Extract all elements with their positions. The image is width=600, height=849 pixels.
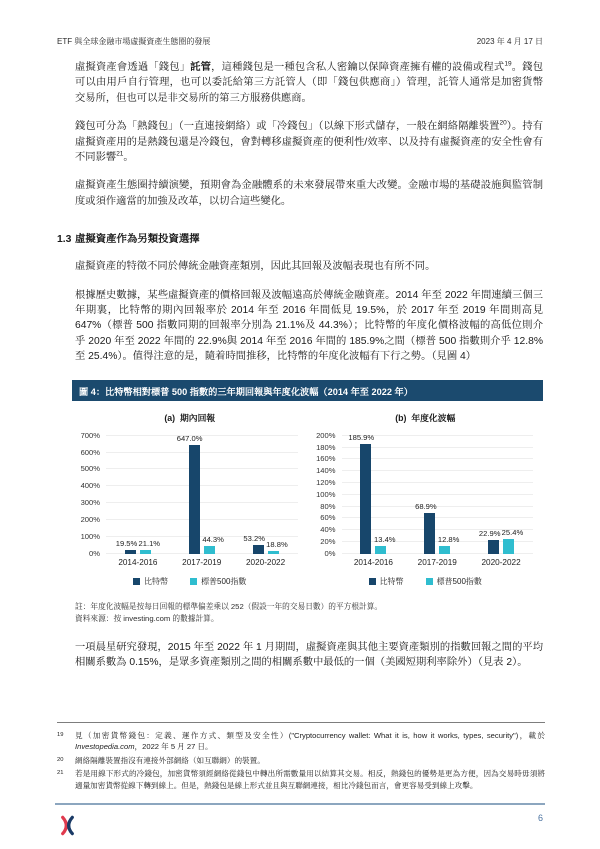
chart-plot-area (72, 430, 308, 558)
page-header (57, 36, 543, 47)
footnote-19 (57, 730, 545, 753)
bitcoin-bar (424, 513, 435, 554)
x-axis (342, 558, 534, 567)
figure-note: 註：年度化波幅是按每日回報的標準偏差乘以 252（假設一年的交易日數）的平方根計算。 (75, 601, 383, 611)
y-axis-label: 140% (316, 466, 336, 476)
footnote-number: 20 (57, 756, 64, 763)
chart-a-title: 期內回報 (179, 412, 216, 423)
bitcoin-bar-value-label: 22.9% (478, 529, 501, 539)
x-axis (106, 558, 298, 567)
y-axis-label: 0% (324, 548, 336, 558)
y-axis-label: 40% (320, 525, 336, 535)
y-axis-label: 160% (316, 454, 336, 464)
footnotes-section (57, 722, 545, 793)
bitcoin-bar (189, 445, 200, 554)
y-axis (72, 430, 106, 558)
bitcoin-bar (253, 545, 264, 554)
footnote-text: 見（加密貨幣錢包：定義、運作方式、類型及安全性）("Cryptocurrency wallet: What it is, how it works, types, security")，載於 Investopedia.com，2022 年 5 月 27 日。 (75, 731, 545, 752)
bitcoin-bar (360, 444, 371, 554)
gridline (106, 468, 298, 469)
bitcoin-bar (125, 550, 136, 553)
footer-rule (55, 803, 545, 805)
footnote-text: 若是用線下形式的冷錢包，加密貨幣須經網絡從錢包中轉出所需數量用以結算其交易。相反，熱錢包的優勢是更為方便，因為交易時毋須將適量加密貨幣從線下轉到線上。但是，熱錢包是線上形式並且與互聯網連接，相比冷錢包而言，會更容易受到線上攻擊。 (75, 769, 545, 790)
y-axis-label: 500% (80, 464, 100, 474)
y-axis-label: 600% (80, 447, 100, 457)
page-number: 6 (537, 813, 543, 823)
x-axis-label: 2017-2019 (417, 557, 457, 567)
hkex-logo-icon (57, 815, 78, 836)
sp500-bar (439, 546, 450, 554)
section-number: 1.3 (57, 234, 72, 246)
bitcoin-legend-swatch (133, 578, 140, 585)
y-axis-label: 20% (320, 536, 336, 546)
footnote-21 (57, 768, 545, 791)
paragraph-historical-data: 根據歷史數據，某些虛擬資產的價格回報及波幅遠高於傳統金融資產。2014 年至 2022 年間連續三個三年期裏，比特幣的期內回報率於 2014 年至 2016 年間低見 19.5%，於 2017 年至 2019 年間則高見 647%（標普 500 指數同期的回報率分別為 21.1%及 44.3%）；比特幣的年度化價格波幅的高低位則介乎 2020 年至 2022 年間的 22.9%與 2014 年至 2016 年間的 185.9%之間（標普 500 指數則介乎 12.8%至 25.4%）。值得注意的是，隨着時間推移，比特幣的年度化波幅有下行之勢。（見圖 4） (75, 289, 543, 363)
footnote-20 (57, 755, 545, 766)
footnote-number: 21 (57, 770, 64, 777)
y-axis-label: 60% (320, 513, 336, 523)
x-axis-label: 2017-2019 (182, 557, 222, 567)
sp500-legend-label: 標普500指數 (201, 576, 247, 586)
gridline (106, 452, 298, 453)
y-axis-label: 700% (80, 430, 100, 440)
section-heading-1-3 (57, 230, 543, 245)
sp500-bar-value-label: 18.8% (266, 539, 288, 549)
section-title: 虛擬資產作為另類投資選擇 (75, 234, 200, 246)
y-axis (308, 430, 342, 558)
gridline (106, 519, 298, 520)
y-axis-label: 300% (80, 498, 100, 508)
figure-title-bar: 圖 4：比特幣相對標普 500 指數的三年期回報與年度化波幅（2014 年至 2022 年） (72, 380, 543, 401)
paragraph-wallet-custody: 虛擬資產會透過「錢包」託管，這種錢包是一種包含私人密鑰以保障資產擁有權的設備或程式$^{19}$。錢包可以由用戶自行管理，也可以委託給第三方託管人（即「錢包供應商」）管理，託管人通常是加密貨幣交易所，但也可以是非交易所的第三方服務供應商。 (75, 60, 544, 104)
bitcoin-bar-value-label: 19.5% (115, 539, 138, 549)
y-axis-label: 100% (80, 531, 100, 541)
figure-4 (72, 380, 543, 625)
bitcoin-legend-label: 比特幣 (144, 576, 169, 586)
chart-legend (72, 576, 308, 587)
figure-footnote (75, 601, 543, 625)
bitcoin-bar-value-label: 53.2% (243, 533, 265, 543)
header-date: 2023 年 4 月 17 日 (476, 37, 543, 46)
bitcoin-bar-value-label: 68.9% (415, 502, 437, 512)
bitcoin-legend-label: 比特幣 (379, 576, 404, 586)
sp500-bar-value-label: 21.1% (138, 539, 161, 549)
y-axis-label: 200% (316, 430, 336, 440)
x-axis-label: 2014-2016 (118, 557, 158, 567)
legend-item-bitcoin (369, 576, 404, 587)
sp500-bar-value-label: 13.4% (374, 534, 396, 544)
bitcoin-bar-value-label: 185.9% (348, 433, 375, 443)
y-axis-label: 100% (316, 489, 336, 499)
legend-item-sp500 (426, 576, 482, 587)
footnote-text: 網絡隔離裝置指沒有連接外部網絡（如互聯網）的裝置。 (75, 755, 265, 765)
gridline (106, 502, 298, 503)
chart-plot-area (308, 430, 544, 558)
bitcoin-bar-value-label: 647.0% (176, 433, 203, 443)
bitcoin-bar (488, 540, 499, 554)
y-axis-label: 200% (80, 514, 100, 524)
figure-charts (72, 407, 543, 587)
sp500-bar (140, 550, 151, 554)
y-axis-label: 0% (89, 548, 100, 558)
paragraph-ecosystem-evolution: 虛擬資產生態圈持續演變，預期會為金融體系的未來發展帶來重大改變。金融市場的基礎設施與監管制度或須作適當的加強及改革，以切合這些變化。 (75, 180, 543, 207)
plot-canvas (106, 433, 298, 554)
y-axis-label: 400% (80, 481, 100, 491)
chart-b-panel-label: (b) (395, 412, 407, 423)
sp500-bar (375, 546, 386, 554)
chart-period-return (72, 407, 308, 587)
x-axis-label: 2014-2016 (353, 557, 393, 567)
chart-b-title: 年度化波幅 (411, 412, 456, 423)
paragraph-characteristics: 虛擬資產的特徵不同於傳統金融資產類別，因此其回報及波幅表現也有所不同。 (75, 261, 436, 273)
sp500-bar-value-label: 44.3% (202, 535, 224, 545)
legend-item-bitcoin (133, 576, 168, 587)
figure-source: 資料來源：按 investing.com 的數據計算。 (75, 613, 219, 623)
sp500-bar (503, 539, 514, 554)
page-content (57, 60, 544, 683)
sp500-bar (204, 546, 215, 553)
chart-a-panel-label: (a) (164, 412, 176, 423)
chart-annualized-volatility (308, 407, 544, 587)
bitcoin-legend-swatch (369, 578, 376, 585)
y-axis-label: 180% (316, 442, 336, 452)
sp500-bar-value-label: 12.8% (437, 535, 460, 545)
paragraph-hot-cold-wallet: 錢包可分為「熱錢包」（一直連接網絡）或「冷錢包」（以線下形式儲存，一般在網絡隔離裝置$^{20}$）。持有虛擬資產用的是熱錢包還是冷錢包，會對轉移虛擬資產的便利性/效率、以及持有虛擬資產的安全性會有不同影響$^{21}$。 (75, 119, 543, 164)
sp500-legend-label: 標普500指數 (436, 576, 482, 586)
footnote-number: 19 (57, 732, 64, 738)
legend-item-sp500 (190, 576, 246, 587)
y-axis-label: 120% (316, 477, 336, 487)
plot-canvas (342, 433, 534, 554)
paragraph-morningstar-study: 一項晨星研究發現，2015 年至 2022 年 1 月期間，虛擬資產與其他主要資產類別的指數回報之間的平均相關系數為 0.15%，是眾多資產類別之間的相關系數中最低的一個（美國短期利率除外）（見表 2）。 (75, 641, 543, 668)
footnote-separator (57, 722, 545, 723)
gridline (106, 485, 298, 486)
chart-legend (308, 576, 544, 587)
x-axis-label: 2020-2022 (481, 557, 521, 567)
sp500-legend-swatch (190, 578, 197, 585)
chart-b-caption (308, 411, 544, 424)
sp500-legend-swatch (426, 578, 433, 585)
sp500-bar (268, 551, 279, 554)
sp500-bar-value-label: 25.4% (501, 527, 524, 537)
x-axis-label: 2020-2022 (245, 557, 286, 567)
chart-a-caption (72, 411, 308, 424)
header-doc-title: ETF 與全球金融市場虛擬資產生態圈的發展 (57, 37, 211, 46)
y-axis-label: 80% (320, 501, 336, 511)
